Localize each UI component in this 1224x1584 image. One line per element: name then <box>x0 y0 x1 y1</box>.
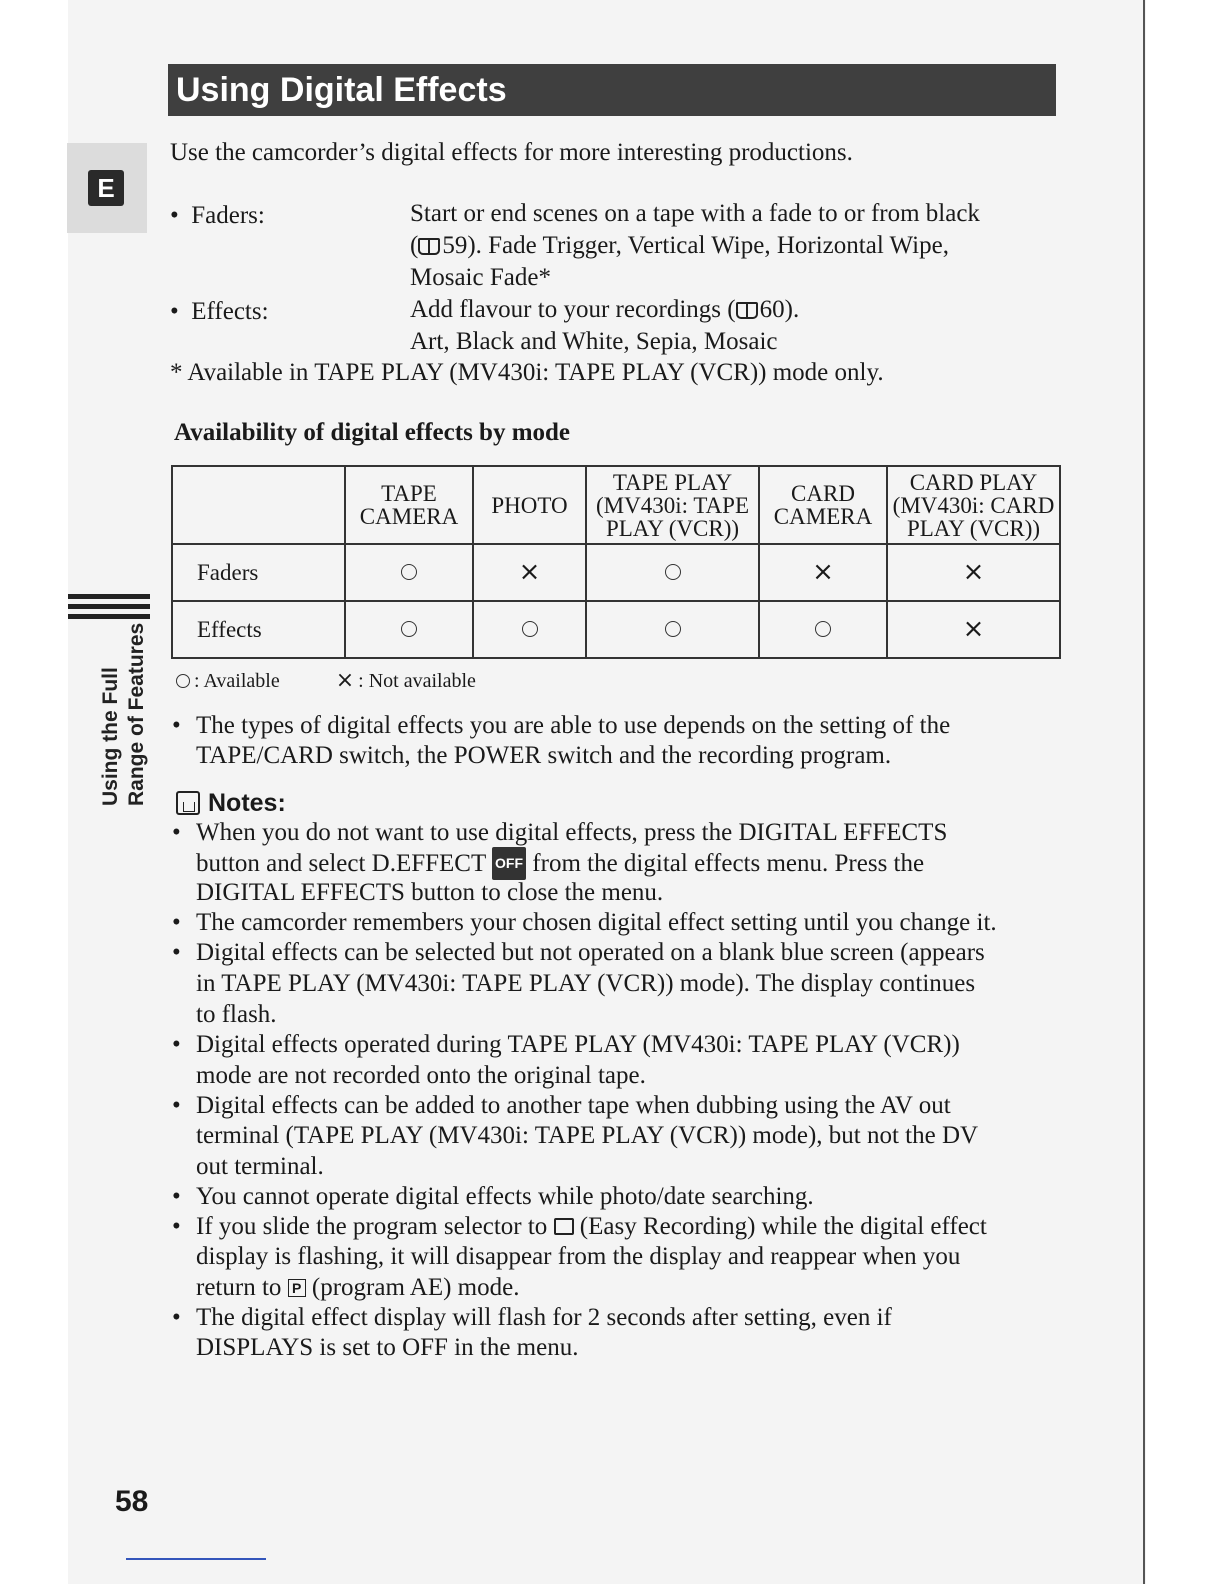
side-label-line-2: Range of Features <box>125 622 148 806</box>
intro-text: Use the camcorder’s digital effects for more interesting productions. <box>170 139 853 166</box>
effects-label: • Effects: <box>170 298 269 325</box>
cell-faders-card-play <box>887 544 1060 601</box>
note-6-line-1: You cannot operate digital effects while photo/date searching. <box>196 1183 814 1210</box>
note-1-line-1: When you do not want to use digital effects, press the DIGITAL EFFECTS <box>196 819 948 846</box>
cell-effects-card-play <box>887 601 1060 658</box>
note-8-line-1: The digital effect display will flash for 2 seconds after setting, even if <box>196 1304 892 1331</box>
bottom-link-line <box>126 1558 266 1560</box>
cross-icon: × <box>335 668 355 693</box>
effect-off-icon: OFF <box>492 847 526 880</box>
note-5-line-1: Digital effects can be added to another tape when dubbing using the AV out <box>196 1092 951 1119</box>
faders-label: • Faders: <box>170 202 265 229</box>
side-label-line-1: Using the Full <box>99 667 122 806</box>
bullet-dot: • <box>172 1031 181 1058</box>
notes-icon <box>176 791 200 815</box>
not-available-cross-icon: × <box>518 557 541 587</box>
note-1-line-3: DIGITAL EFFECTS button to close the menu. <box>196 879 664 906</box>
easy-recording-icon <box>554 1218 574 1235</box>
bullet-dot: • <box>172 1213 181 1240</box>
book-icon <box>736 302 758 319</box>
note-8-line-2: DISPLAYS is set to OFF in the menu. <box>196 1334 579 1361</box>
note-7-line-2: display is flashing, it will disappear from the display and reappear when you <box>196 1243 961 1270</box>
note-3-line-3: to flash. <box>196 1001 277 1028</box>
page-title: Using Digital Effects <box>168 64 1056 116</box>
table-row-effects <box>172 601 1060 658</box>
effects-line-2: Art, Black and White, Sepia, Mosaic <box>410 328 778 355</box>
mode-availability-table <box>171 465 1061 659</box>
note-1-line-2: button and select D.EFFECT OFF from the digital effects menu. Press the <box>196 847 924 880</box>
bullet-dot: • <box>172 819 181 846</box>
cell-effects-tape-play <box>586 601 759 658</box>
note-5-line-2: terminal (TAPE PLAY (MV430i: TAPE PLAY (VCR)) mode), but not the DV <box>196 1122 979 1149</box>
note-4-line-2: mode are not recorded onto the original tape. <box>196 1062 646 1089</box>
main-bullet-line-1: The types of digital effects you are able to use depends on the setting of the <box>196 712 951 739</box>
main-bullet-line-2: TAPE/CARD switch, the POWER switch and the recording program. <box>196 742 892 769</box>
cell-faders-card-camera <box>759 544 887 601</box>
not-available-cross-icon: × <box>962 557 985 587</box>
note-5-line-3: out terminal. <box>196 1153 324 1180</box>
row-label-effects: Effects <box>172 601 345 658</box>
side-chapter-label <box>98 623 150 806</box>
program-ae-icon: P <box>288 1279 306 1297</box>
available-circle-icon <box>401 564 417 580</box>
note-7-line-1: If you slide the program selector to (Easy Recording) while the digital effect <box>196 1213 987 1240</box>
notes-heading: Notes: <box>176 787 286 819</box>
legend-not-available: : Not available <box>358 670 476 692</box>
header-photo: PHOTO <box>473 466 586 544</box>
cell-effects-card-camera <box>759 601 887 658</box>
table-legend <box>176 668 476 694</box>
row-label-faders: Faders <box>172 544 345 601</box>
header-card-camera: CARD CAMERA <box>759 466 887 544</box>
note-3-line-1: Digital effects can be selected but not operated on a blank blue screen (appears <box>196 939 985 966</box>
note-4-line-1: Digital effects operated during TAPE PLAY (MV430i: TAPE PLAY (VCR)) <box>196 1031 960 1058</box>
note-3-line-2: in TAPE PLAY (MV430i: TAPE PLAY (VCR)) mode). The display continues <box>196 970 976 997</box>
note-2-line-1: The camcorder remembers your chosen digital effect setting until you change it. <box>196 909 997 936</box>
note-7-line-3: return to P (program AE) mode. <box>196 1274 520 1301</box>
not-available-cross-icon: × <box>962 614 985 644</box>
table-header-row <box>172 466 1060 544</box>
side-thumb-bars <box>68 594 150 624</box>
legend-available: : Available <box>194 670 280 692</box>
bullet-dot: • <box>172 909 181 936</box>
bullet-dot: • <box>172 1304 181 1331</box>
not-available-cross-icon: × <box>812 557 834 587</box>
footnote: * Available in TAPE PLAY (MV430i: TAPE PLAY (VCR)) mode only. <box>170 359 884 386</box>
available-circle-icon <box>665 564 681 580</box>
header-tape-camera: TAPE CAMERA <box>345 466 473 544</box>
cell-faders-photo <box>473 544 586 601</box>
cell-faders-tape-camera <box>345 544 473 601</box>
faders-line-1: Start or end scenes on a tape with a fade to or from black <box>410 200 980 227</box>
circle-icon <box>176 674 190 688</box>
table-heading: Availability of digital effects by mode <box>174 419 571 446</box>
book-icon <box>418 238 440 255</box>
bullet-dot: • <box>172 1092 181 1119</box>
faders-line-2: ( 59). Fade Trigger, Vertical Wipe, Horizontal Wipe, <box>410 232 949 259</box>
available-circle-icon <box>401 621 417 637</box>
bullet-dot: • <box>172 712 181 739</box>
bullet-dot: • <box>172 1183 181 1210</box>
available-circle-icon <box>815 621 831 637</box>
page-number: 58 <box>115 1485 149 1518</box>
right-border-line <box>1143 0 1145 1584</box>
cell-effects-tape-camera <box>345 601 473 658</box>
available-circle-icon <box>665 621 681 637</box>
available-circle-icon <box>522 621 538 637</box>
cell-faders-tape-play <box>586 544 759 601</box>
bullet-dot: • <box>172 939 181 966</box>
table-row-faders <box>172 544 1060 601</box>
faders-line-3: Mosaic Fade* <box>410 264 551 291</box>
header-empty <box>172 466 345 544</box>
header-tape-play: TAPE PLAY (MV430i: TAPE PLAY (VCR)) <box>586 466 759 544</box>
cell-effects-photo <box>473 601 586 658</box>
section-tab-e: E <box>88 170 124 206</box>
header-card-play: CARD PLAY (MV430i: CARD PLAY (VCR)) <box>887 466 1060 544</box>
effects-line-1: Add flavour to your recordings ( 60). <box>410 296 800 323</box>
